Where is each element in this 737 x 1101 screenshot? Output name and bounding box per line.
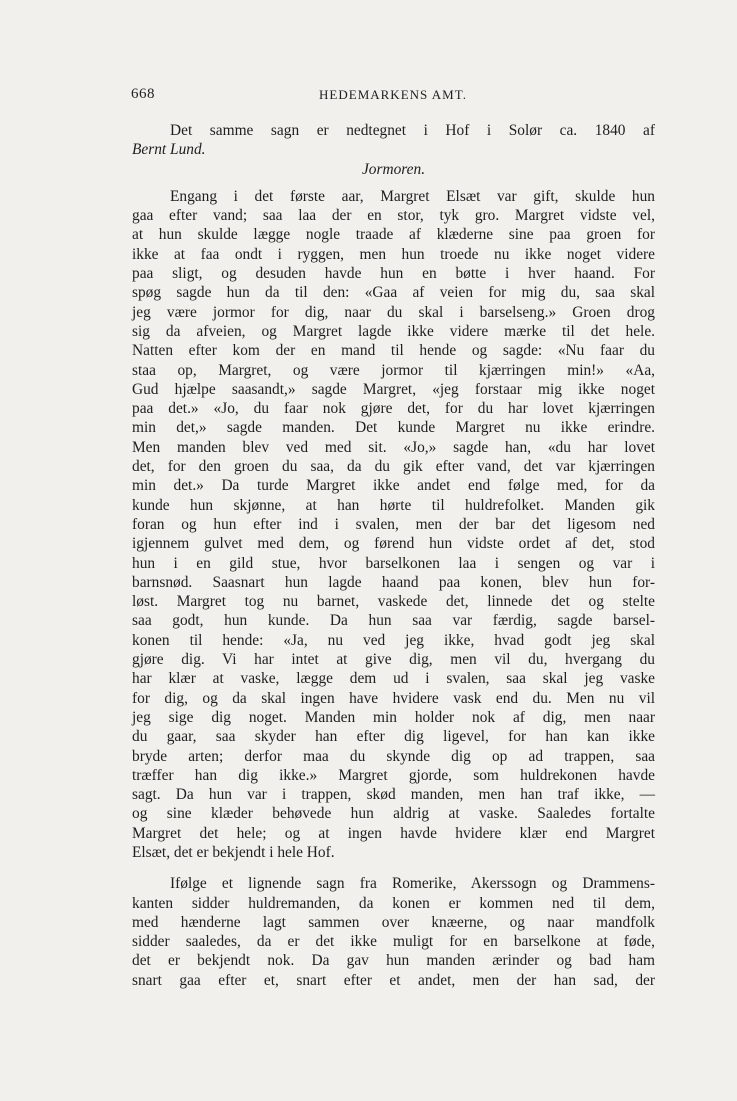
text-line: Bernt Lund.: [132, 141, 206, 159]
page-number: 668: [131, 86, 155, 102]
text-line: Gud hjælpe saasandt,» sagde Margret, «jeg forstaar mig ikke noget: [132, 380, 655, 398]
paragraph-gap: [132, 862, 655, 874]
text-line: løst. Margret tog nu barnet, vaskede det, linnede det og stelte: [132, 593, 655, 611]
text-line: ikke at faa ondt i ryggen, men hun troede nu ikke noget videre: [132, 245, 655, 263]
text-line: og sine klæder behøvede hun aldrig at vaske. Saaledes fortalte: [132, 805, 655, 823]
text-line: min det.» Da turde Margret ikke andet end følge med, for da: [132, 477, 655, 495]
text-line: paa sligt, og desuden havde hun en bøtte i hver haand. For: [132, 265, 655, 283]
text-line: hun i en gild stue, hvor barselkonen laa i sengen og var i: [132, 554, 655, 572]
text-line: det er bekjendt nok. Da gav hun manden ærinder og bad ham: [132, 952, 655, 970]
text-line: Engang i det første aar, Margret Elsæt var gift, skulde hun: [170, 187, 655, 205]
text-line: jeg sige dig noget. Manden min holder nok af dig, men naar: [132, 708, 655, 726]
text-line: sagt. Da hun var i trappen, skød manden, men han traf ikke, —: [132, 786, 655, 804]
text-line: staa op, Margret, og være jormor til kjærringen min!» «Aa,: [132, 361, 655, 379]
text-line: du gaar, saa skyder han efter dig ligevel, for han kan ikke: [132, 728, 655, 746]
text-line: paa det.» «Jo, du faar nok gjøre det, for du har lovet kjærringen: [132, 400, 655, 418]
text-line: Det samme sagn er nedtegnet i Hof i Solør ca. 1840 af: [170, 122, 655, 139]
text-line: Elsæt, det er bekjendt i hele Hof.: [132, 843, 335, 861]
text-line: har klær at vaske, lægge dem ud i svalen, saa skal jeg vaske: [132, 670, 655, 688]
text-line: min det,» sagde manden. Det kunde Margret nu ikke erindre.: [132, 419, 655, 437]
text-line: det, for den groen du saa, da du gik efter vand, det var kjærringen: [132, 458, 655, 476]
text-line: Men manden blev ved med sit. «Jo,» sagde han, «du har lovet: [132, 438, 655, 456]
text-line: sidder saaledes, da er det ikke muligt for en barselkone at føde,: [132, 933, 655, 951]
body-text: [132, 121, 655, 990]
text-line: Margret det hele; og at ingen havde hvidere klær end Margret: [132, 824, 655, 842]
text-line: at hun skulde lægge nogle traade af klæderne sine paa groen for: [132, 226, 655, 244]
text-line: kanten sidder huldremanden, da konen er kommen ned til dem,: [132, 894, 655, 912]
text-line: foran og hun efter ind i svalen, men der bar det ligesom ned: [132, 515, 655, 533]
text-line: for dig, og da skal ingen have hvidere vask end du. Men nu vil: [132, 689, 655, 707]
text-line: spøg sagde hun da til den: «Gaa af veien for mig du, saa skal: [132, 284, 655, 302]
text-line: Ifølge et lignende sagn fra Romerike, Akerssogn og Drammens-: [170, 875, 655, 893]
text-line: træffer han dig ikke.» Margret gjorde, som huldrekonen havde: [132, 766, 655, 784]
paragraph-gap: [132, 179, 655, 187]
text-line: igjennem gulvet med dem, og førend hun vidste ordet af det, stod: [132, 535, 655, 553]
text-line: Jormoren.: [361, 160, 426, 178]
text-line: med hænderne lagt sammen over knæerne, og naar mandfolk: [132, 913, 655, 931]
text-line: gjøre dig. Vi har intet at give dig, men vil du, hvergang du: [132, 651, 655, 669]
text-line: snart gaa efter et, snart efter et andet, men der han sad, der: [132, 971, 655, 989]
story-title: [132, 160, 655, 179]
paragraph-1: [132, 187, 655, 862]
text-line: sig da afveien, og Margret lagde ikke videre mærke til det hele.: [132, 322, 655, 340]
paragraph-2: [132, 874, 655, 990]
running-title: HEDEMARKENS AMT.: [319, 87, 467, 102]
text-line: Natten efter kom der en mand til hende og sagde: «Nu faar du: [132, 342, 655, 360]
text-line: konen til hende: «Ja, nu ved jeg ikke, hvad godt jeg skal: [132, 631, 655, 649]
text-line: jeg være jormor for dig, naar du skal i barselseng.» Groen drog: [132, 303, 655, 321]
text-line: kunde hun skjønne, at han hørte til huldrefolket. Manden gik: [132, 496, 655, 514]
text-line: bryde arten; derfor maa du skynde dig op ad trappen, saa: [132, 747, 655, 765]
text-line: barnsnød. Saasnart hun lagde haand paa konen, blev hun for-: [132, 573, 655, 591]
text-line: saa godt, hun kunde. Da hun saa var færdig, sagde barsel-: [132, 612, 655, 630]
text-line: gaa efter vand; saa laa der en stor, tyk gro. Margret vidste vel,: [132, 207, 655, 225]
intro-note: [132, 121, 655, 160]
